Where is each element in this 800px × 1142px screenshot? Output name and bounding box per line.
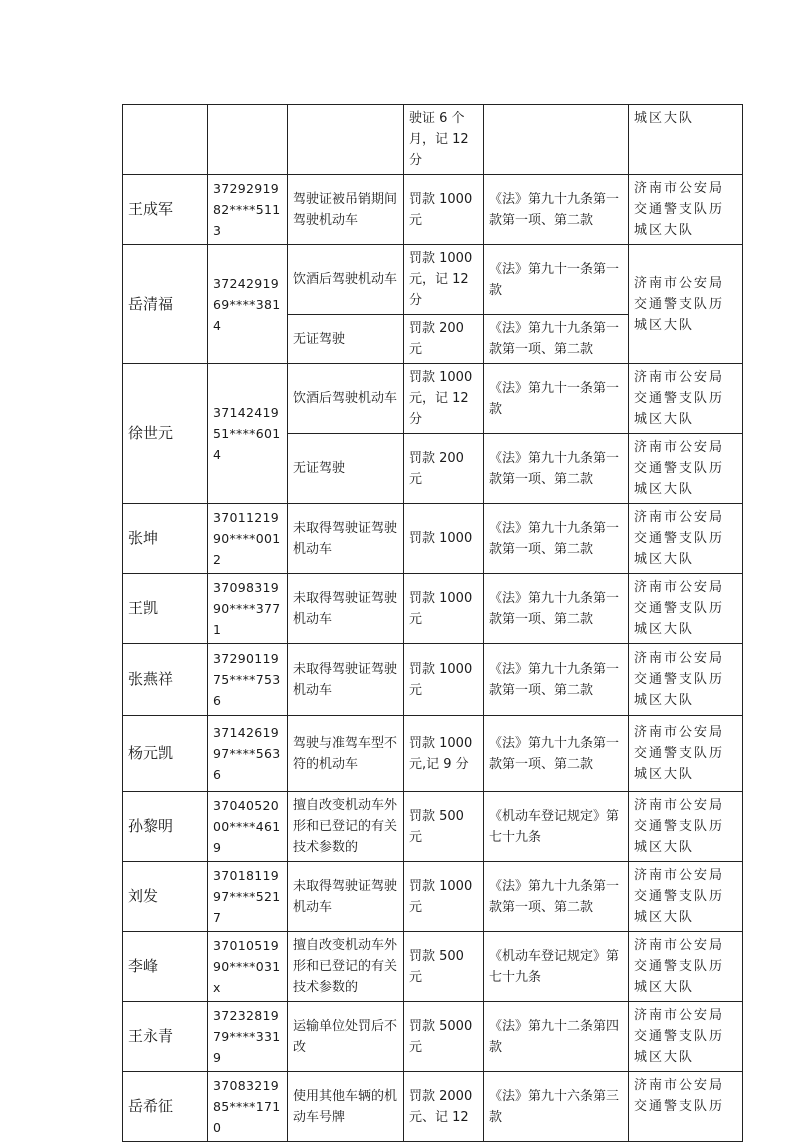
authority-cell: 济南市公安局交通警支队历城区大队 — [629, 245, 743, 364]
id-cell: 3714261997****5636 — [208, 716, 288, 792]
name-cell: 岳希征 — [123, 1072, 208, 1142]
authority-cell: 济南市公安局交通警支队历城区大队 — [629, 644, 743, 716]
basis-cell: 《法》第九十九条第一款第一项、第二款 — [484, 175, 629, 245]
table-row — [123, 932, 743, 1002]
table-row — [123, 792, 743, 862]
id-cell: 3701051990****031x — [208, 932, 288, 1002]
table-row — [123, 1072, 743, 1142]
authority-cell: 济南市公安局交通警支队历城区大队 — [629, 716, 743, 792]
violation-cell: 驾驶证被吊销期间驾驶机动车 — [288, 175, 404, 245]
table-row — [123, 862, 743, 932]
table-row — [123, 716, 743, 792]
id-cell: 3709831990****3771 — [208, 574, 288, 644]
authority-cell: 城区大队 — [629, 105, 743, 175]
authority-cell: 济南市公安局交通警支队历城区大队 — [629, 574, 743, 644]
violation-cell: 擅自改变机动车外形和已登记的有关技术参数的 — [288, 792, 404, 862]
name-cell: 刘发 — [123, 862, 208, 932]
violation-cell: 饮酒后驾驶机动车 — [288, 245, 404, 315]
basis-cell: 《法》第九十六条第三款 — [484, 1072, 629, 1142]
penalty-table-page — [122, 104, 742, 1142]
penalty-cell: 罚款 1000元 — [404, 175, 484, 245]
basis-cell: 《机动车登记规定》第七十九条 — [484, 932, 629, 1002]
violation-cell: 擅自改变机动车外形和已登记的有关技术参数的 — [288, 932, 404, 1002]
authority-cell: 济南市公安局交通警支队历城区大队 — [629, 364, 743, 434]
basis-cell: 《机动车登记规定》第七十九条 — [484, 792, 629, 862]
penalty-cell: 罚款 1000 — [404, 504, 484, 574]
violation-cell: 驾驶与准驾车型不符的机动车 — [288, 716, 404, 792]
authority-cell: 济南市公安局交通警支队历城区大队 — [629, 504, 743, 574]
table-row — [123, 245, 743, 315]
name-cell: 张燕祥 — [123, 644, 208, 716]
violation-cell: 未取得驾驶证驾驶机动车 — [288, 504, 404, 574]
basis-cell: 《法》第九十九条第一款第一项、第二款 — [484, 504, 629, 574]
basis-cell: 《法》第九十九条第一款第一项、第二款 — [484, 574, 629, 644]
basis-cell: 《法》第九十九条第一款第一项、第二款 — [484, 434, 629, 504]
name-cell: 孙黎明 — [123, 792, 208, 862]
violation-cell: 未取得驾驶证驾驶机动车 — [288, 644, 404, 716]
violation-cell: 未取得驾驶证驾驶机动车 — [288, 574, 404, 644]
table-row — [123, 644, 743, 716]
violation-cell: 使用其他车辆的机动车号牌 — [288, 1072, 404, 1142]
name-cell: 王成军 — [123, 175, 208, 245]
violation-cell: 运输单位处罚后不改 — [288, 1002, 404, 1072]
authority-cell: 济南市公安局交通警支队历 — [629, 1072, 743, 1142]
id-cell: 3714241951****6014 — [208, 364, 288, 504]
penalty-cell: 罚款 500 元 — [404, 932, 484, 1002]
penalty-cell: 罚款 1000元 — [404, 862, 484, 932]
table-row — [123, 1002, 743, 1072]
name-cell: 杨元凯 — [123, 716, 208, 792]
authority-cell: 济南市公安局交通警支队历城区大队 — [629, 175, 743, 245]
penalty-cell: 罚款 5000元 — [404, 1002, 484, 1072]
name-cell: 岳清福 — [123, 245, 208, 364]
violation-cell: 未取得驾驶证驾驶机动车 — [288, 862, 404, 932]
id-cell — [208, 105, 288, 175]
violation-cell — [288, 105, 404, 175]
authority-cell: 济南市公安局交通警支队历城区大队 — [629, 1002, 743, 1072]
violation-cell: 无证驾驶 — [288, 315, 404, 364]
penalty-cell: 罚款 1000元，记 12分 — [404, 245, 484, 315]
table-row — [123, 175, 743, 245]
penalty-cell: 罚款 2000元、记 12 — [404, 1072, 484, 1142]
table-row — [123, 105, 743, 175]
authority-cell: 济南市公安局交通警支队历城区大队 — [629, 792, 743, 862]
basis-cell: 《法》第九十一条第一款 — [484, 364, 629, 434]
penalty-table — [122, 104, 743, 1142]
id-cell: 3701811997****5217 — [208, 862, 288, 932]
id-cell: 3729011975****7536 — [208, 644, 288, 716]
basis-cell: 《法》第九十九条第一款第一项、第二款 — [484, 315, 629, 364]
name-cell: 王永青 — [123, 1002, 208, 1072]
basis-cell — [484, 105, 629, 175]
penalty-cell: 罚款 200 元 — [404, 434, 484, 504]
id-cell: 3701121990****0012 — [208, 504, 288, 574]
penalty-cell: 罚款 200 元 — [404, 315, 484, 364]
basis-cell: 《法》第九十一条第一款 — [484, 245, 629, 315]
basis-cell: 《法》第九十九条第一款第一项、第二款 — [484, 716, 629, 792]
violation-cell: 饮酒后驾驶机动车 — [288, 364, 404, 434]
name-cell — [123, 105, 208, 175]
penalty-cell: 罚款 1000元 — [404, 644, 484, 716]
table-row — [123, 574, 743, 644]
authority-cell: 济南市公安局交通警支队历城区大队 — [629, 434, 743, 504]
authority-cell: 济南市公安局交通警支队历城区大队 — [629, 932, 743, 1002]
id-cell: 3723281979****3319 — [208, 1002, 288, 1072]
name-cell: 徐世元 — [123, 364, 208, 504]
penalty-cell: 罚款 1000元，记 12分 — [404, 364, 484, 434]
name-cell: 王凯 — [123, 574, 208, 644]
penalty-cell: 罚款 1000元,记 9 分 — [404, 716, 484, 792]
violation-cell: 无证驾驶 — [288, 434, 404, 504]
basis-cell: 《法》第九十二条第四款 — [484, 1002, 629, 1072]
id-cell: 3704052000****4619 — [208, 792, 288, 862]
table-row — [123, 364, 743, 434]
basis-cell: 《法》第九十九条第一款第一项、第二款 — [484, 862, 629, 932]
authority-cell: 济南市公安局交通警支队历城区大队 — [629, 862, 743, 932]
name-cell: 李峰 — [123, 932, 208, 1002]
penalty-cell: 驶证 6 个月，记 12 分 — [404, 105, 484, 175]
penalty-cell: 罚款 1000元 — [404, 574, 484, 644]
penalty-cell: 罚款 500 元 — [404, 792, 484, 862]
id-cell: 3729291982****5113 — [208, 175, 288, 245]
basis-cell: 《法》第九十九条第一款第一项、第二款 — [484, 644, 629, 716]
table-row — [123, 504, 743, 574]
name-cell: 张坤 — [123, 504, 208, 574]
id-cell: 3724291969****3814 — [208, 245, 288, 364]
id-cell: 3708321985****1710 — [208, 1072, 288, 1142]
